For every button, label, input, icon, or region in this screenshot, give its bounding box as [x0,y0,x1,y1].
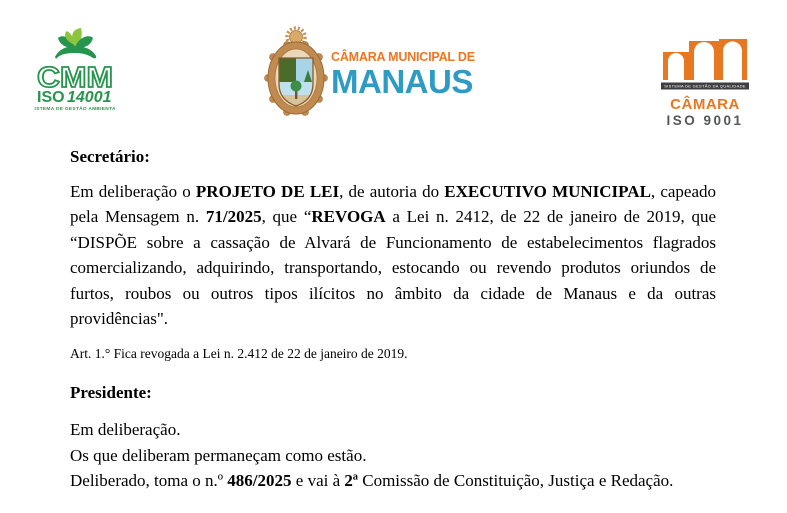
camara-iso9001-logo [659,37,751,128]
presidente-line-2: Os que deliberam permaneçam como estão. [70,445,367,465]
article-line: Art. 1.° Fica revogada a Lei n. 2.412 de 22 de janeiro de 2019. [70,346,408,362]
presidente-block [70,417,716,493]
iso9001-banner-label: SISTEMA DE GESTÃO DA QUALIDADE [664,83,746,89]
cmm-subtitle: SISTEMA DE GESTÃO AMBIENTAL [34,107,116,112]
cmm-iso-number: 14001 [67,89,112,106]
arches-icon [661,37,749,90]
secretario-heading: Secretário: [70,147,150,166]
manaus-crest-logo [262,25,330,123]
presidente-line-1: Em deliberação. [70,420,181,440]
manaus-label: MANAUS [331,63,473,100]
presidente-line-3: Deliberado, toma o n.º 486/2025 e vai à 2ª Comissão de Constituição, Justiça e Redação. [70,471,674,491]
camara-municipal-de-label: CÂMARA MUNICIPAL DE [331,50,475,64]
cmm-acronym: CMM [37,62,113,94]
document-body [70,146,716,494]
manaus-crest-icon [262,25,330,118]
cmm-iso14001-logo [34,26,116,119]
cmm-hand-leaves-icon [34,26,116,114]
presidente-heading: Presidente: [70,383,152,403]
iso9001-camara-label: CÂMARA [670,96,740,113]
iso9001-label: ISO 9001 [666,113,744,128]
camara-manaus-wordmark [331,51,475,98]
cmm-iso-prefix: ISO [37,89,65,106]
deliberation-paragraph: Em deliberação o PROJETO DE LEI, de autoria do EXECUTIVO MUNICIPAL, capeado pela Mensagem n. 71/2025, que “REVOGA a Lei n. 2412, de 22 de janeiro de 2019, que “DISPÕE sobre a cassação de Alvará de Funcionamento de estabelecimentos flagrados comercializando, adquirindo, transportando, estocando ou revendo produtos oriundos de furtos, roubos ou outros tipos ilícitos no âmbito da cidade de Manaus e da outras providências". [70,182,717,329]
